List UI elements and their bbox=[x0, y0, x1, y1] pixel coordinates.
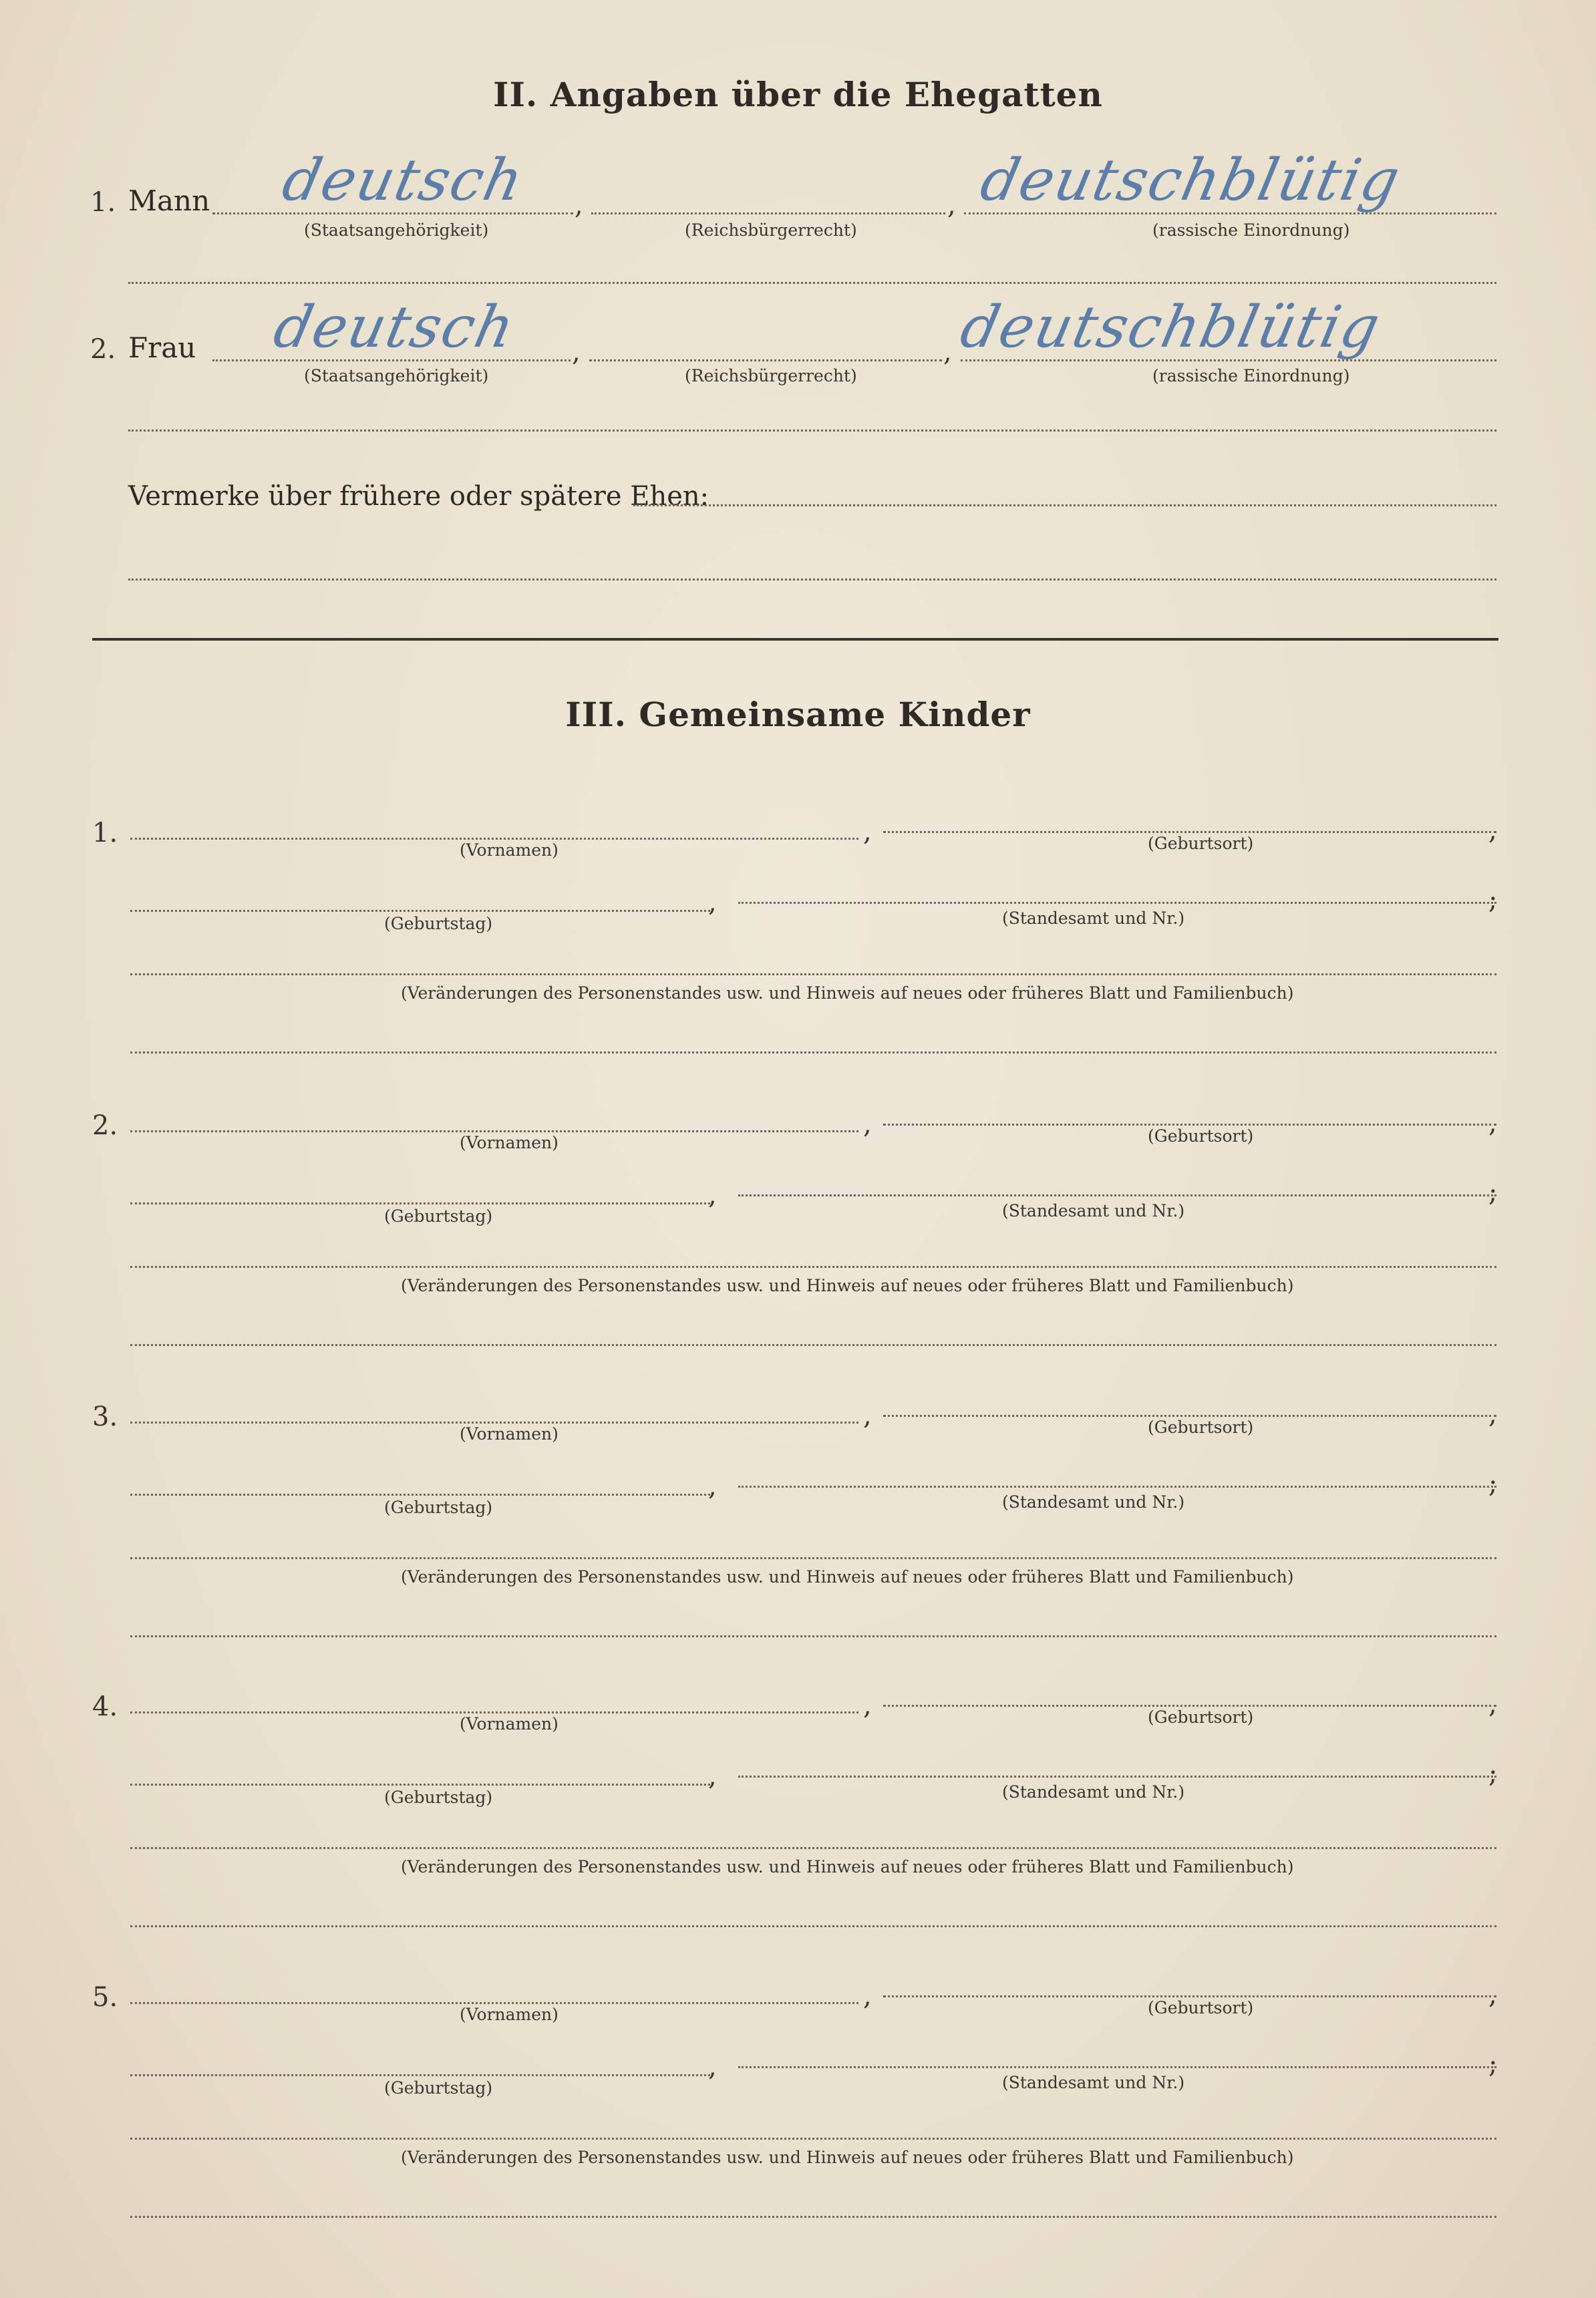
child-caption-birthday: (Geburtstag) bbox=[384, 1498, 493, 1517]
comma: , bbox=[1488, 1108, 1497, 1138]
child-changes-line[interactable] bbox=[130, 1266, 1496, 1268]
man-extra-line[interactable] bbox=[128, 282, 1496, 284]
child-extra-line[interactable] bbox=[130, 1925, 1496, 1927]
woman-caption-nationality: (Staatsangehörigkeit) bbox=[304, 366, 489, 385]
child-caption-birthplace: (Geburtsort) bbox=[1148, 1418, 1254, 1437]
man-nationality-handwriting: deutsch bbox=[277, 147, 530, 214]
section-iii-title: III. Gemeinsame Kinder bbox=[565, 695, 1031, 734]
comma: , bbox=[943, 337, 952, 367]
man-caption-citizenship: (Reichsbürgerrecht) bbox=[685, 220, 857, 240]
comma: , bbox=[947, 190, 956, 220]
child-caption-first-names: (Vornamen) bbox=[460, 1424, 558, 1444]
child-birthplace-line[interactable] bbox=[883, 1124, 1496, 1126]
woman-citizenship-line[interactable] bbox=[589, 359, 942, 361]
child-changes-line[interactable] bbox=[130, 973, 1496, 975]
child-extra-line[interactable] bbox=[130, 1344, 1496, 1346]
man-label: Mann bbox=[128, 184, 210, 217]
child-birthplace-line[interactable] bbox=[883, 831, 1496, 833]
child-first-names-line[interactable] bbox=[130, 1130, 858, 1132]
child-birthplace-line[interactable] bbox=[883, 1415, 1496, 1417]
child-birthday-line[interactable] bbox=[130, 1494, 710, 1496]
child-caption-first-names: (Vornamen) bbox=[460, 2005, 558, 2024]
child-caption-first-names: (Vornamen) bbox=[460, 840, 558, 860]
child-registry-line[interactable] bbox=[738, 902, 1496, 904]
comma: , bbox=[708, 1180, 717, 1210]
child-number: 5. bbox=[92, 1982, 118, 2013]
child-caption-birthplace: (Geburtsort) bbox=[1148, 1707, 1254, 1727]
comma: , bbox=[1488, 1689, 1497, 1719]
child-caption-birthplace: (Geburtsort) bbox=[1148, 1998, 1254, 2017]
child-changes-line[interactable] bbox=[130, 2138, 1496, 2140]
child-extra-line[interactable] bbox=[130, 1635, 1496, 1637]
child-registry-line[interactable] bbox=[738, 2066, 1496, 2068]
section-divider bbox=[92, 638, 1498, 641]
child-caption-birthday: (Geburtstag) bbox=[384, 1788, 493, 1807]
woman-caption-race: (rassische Einordnung) bbox=[1152, 366, 1350, 385]
section-ii-title: II. Angaben über die Ehegatten bbox=[493, 75, 1103, 114]
child-caption-registry: (Standesamt und Nr.) bbox=[1002, 909, 1185, 928]
child-number: 1. bbox=[92, 818, 118, 848]
child-caption-birthplace: (Geburtsort) bbox=[1148, 1126, 1254, 1146]
child-birthday-line[interactable] bbox=[130, 1202, 710, 1204]
child-changes-line[interactable] bbox=[130, 1557, 1496, 1559]
child-registry-line[interactable] bbox=[738, 1194, 1496, 1196]
child-registry-line[interactable] bbox=[738, 1486, 1496, 1488]
comma: , bbox=[1488, 815, 1497, 846]
man-citizenship-line[interactable] bbox=[591, 212, 945, 214]
comma: , bbox=[1488, 1399, 1497, 1430]
child-caption-birthday: (Geburtstag) bbox=[384, 914, 493, 933]
child-birthplace-line[interactable] bbox=[883, 1995, 1496, 1997]
child-caption-changes: (Veränderungen des Personenstandes usw. und Hinweis auf neues oder früheres Blatt und Familienbuch) bbox=[401, 983, 1294, 1003]
child-birthplace-line[interactable] bbox=[883, 1705, 1496, 1707]
child-caption-registry: (Standesamt und Nr.) bbox=[1002, 1782, 1185, 1802]
child-first-names-line[interactable] bbox=[130, 1711, 858, 1713]
semicolon: ; bbox=[1488, 2049, 1498, 2080]
child-caption-registry: (Standesamt und Nr.) bbox=[1002, 1492, 1185, 1512]
woman-race-handwriting: deutschblütig bbox=[955, 294, 1387, 361]
child-changes-line[interactable] bbox=[130, 1847, 1496, 1849]
man-race-handwriting: deutschblütig bbox=[975, 147, 1407, 214]
comma: , bbox=[708, 1471, 717, 1502]
child-caption-changes: (Veränderungen des Personenstandes usw. und Hinweis auf neues oder früheres Blatt und Familienbuch) bbox=[401, 2148, 1294, 2167]
man-number: 1. bbox=[90, 187, 116, 218]
semicolon: ; bbox=[1488, 1177, 1498, 1208]
child-first-names-line[interactable] bbox=[130, 2002, 858, 2004]
child-caption-changes: (Veränderungen des Personenstandes usw. und Hinweis auf neues oder früheres Blatt und Familienbuch) bbox=[401, 1567, 1294, 1587]
child-caption-first-names: (Vornamen) bbox=[460, 1133, 558, 1152]
child-birthday-line[interactable] bbox=[130, 2074, 710, 2076]
semicolon: ; bbox=[1488, 1468, 1498, 1499]
child-first-names-line[interactable] bbox=[130, 1422, 858, 1424]
comma: , bbox=[708, 1761, 717, 1792]
comma: , bbox=[863, 1690, 872, 1721]
woman-number: 2. bbox=[90, 334, 116, 365]
woman-nationality-handwriting: deutsch bbox=[268, 294, 522, 361]
child-birthday-line[interactable] bbox=[130, 1784, 710, 1786]
woman-extra-line[interactable] bbox=[128, 430, 1496, 432]
comma: , bbox=[708, 887, 717, 918]
man-caption-race: (rassische Einordnung) bbox=[1152, 220, 1350, 240]
child-caption-changes: (Veränderungen des Personenstandes usw. und Hinweis auf neues oder früheres Blatt und Familienbuch) bbox=[401, 1276, 1294, 1295]
comma: , bbox=[572, 337, 581, 367]
comma: , bbox=[863, 1981, 872, 2011]
child-extra-line[interactable] bbox=[130, 1051, 1496, 1053]
child-extra-line[interactable] bbox=[130, 2216, 1496, 2218]
child-caption-birthday: (Geburtstag) bbox=[384, 2078, 493, 2098]
child-birthday-line[interactable] bbox=[130, 910, 710, 912]
child-caption-registry: (Standesamt und Nr.) bbox=[1002, 1201, 1185, 1220]
child-number: 2. bbox=[92, 1110, 118, 1141]
man-caption-nationality: (Staatsangehörigkeit) bbox=[304, 220, 489, 240]
child-caption-birthday: (Geburtstag) bbox=[384, 1206, 493, 1226]
child-caption-first-names: (Vornamen) bbox=[460, 1714, 558, 1734]
child-caption-birthplace: (Geburtsort) bbox=[1148, 834, 1254, 853]
comma: , bbox=[708, 2051, 717, 2082]
comma: , bbox=[1488, 1979, 1497, 2010]
notes-line-1[interactable] bbox=[633, 504, 1496, 506]
comma: , bbox=[863, 1109, 872, 1140]
woman-label: Frau bbox=[128, 331, 196, 364]
notes-label: Vermerke über frühere oder spätere Ehen: bbox=[128, 481, 709, 512]
child-number: 4. bbox=[92, 1691, 118, 1722]
semicolon: ; bbox=[1488, 884, 1498, 915]
comma: , bbox=[863, 816, 872, 847]
child-caption-registry: (Standesamt und Nr.) bbox=[1002, 2073, 1185, 2092]
child-registry-line[interactable] bbox=[738, 1776, 1496, 1778]
child-caption-changes: (Veränderungen des Personenstandes usw. und Hinweis auf neues oder früheres Blatt und Familienbuch) bbox=[401, 1857, 1294, 1876]
child-number: 3. bbox=[92, 1402, 118, 1432]
notes-line-2[interactable] bbox=[128, 579, 1496, 581]
child-first-names-line[interactable] bbox=[130, 838, 858, 840]
semicolon: ; bbox=[1488, 1758, 1498, 1789]
comma: , bbox=[575, 190, 583, 220]
woman-caption-citizenship: (Reichsbürgerrecht) bbox=[685, 366, 857, 385]
comma: , bbox=[863, 1400, 872, 1431]
